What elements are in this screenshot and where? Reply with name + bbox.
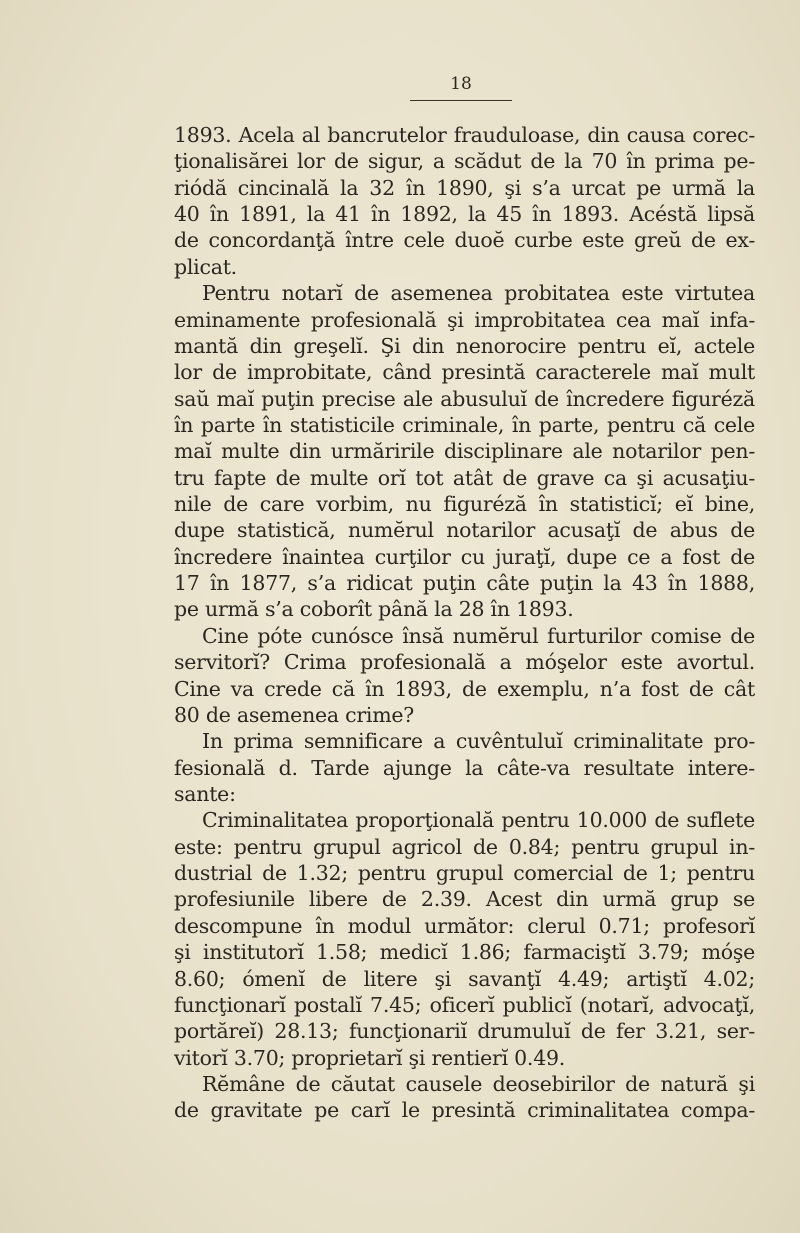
text-line: descompune în modul următor: clerul 0.71; profesorĭ: [174, 913, 755, 938]
body-text: [174, 122, 755, 1124]
text-line: dupe statistică, numĕrul notarilor acusaţĭ de abus de: [174, 518, 755, 543]
text-line: dustrial de 1.32; pentru grupul comercial de 1; pentru: [174, 861, 755, 886]
text-line: mantă din greşelĭ. Şi din nenorocire pentru eĭ, actele: [174, 333, 755, 358]
text-line: 80 de asemenea crime?: [174, 702, 415, 727]
text-line: şi institutorĭ 1.58; medicĭ 1.86; farmaciştĭ 3.79; móşe: [174, 940, 755, 965]
text-line: 8.60; ómenĭ de litere şi savanţĭ 4.49; artiştĭ 4.02;: [174, 966, 755, 991]
text-line: încredere înaintea curţilor cu juraţĭ, dupe ce a fost de: [174, 544, 755, 569]
text-line: Pentru notarĭ de asemenea probitatea este virtutea: [202, 281, 755, 306]
text-line: Rĕmâne de căutat causele deosebirilor de natură şi: [202, 1071, 755, 1096]
text-line: fesională d. Tarde ajunge la câte-va resultate intere-: [174, 755, 755, 780]
text-line: plicat.: [174, 254, 237, 279]
text-line: funcţionarĭ postalĭ 7.45; oficerĭ publicĭ (notarĭ, advocaţĭ,: [174, 992, 755, 1017]
text-line: In prima semnificare a cuvêntuluĭ criminalitate pro-: [202, 729, 755, 754]
text-line: este: pentru grupul agricol de 0.84; pentru grupul in-: [174, 834, 755, 859]
text-line: nile de care vorbim, nu figuréză în statisticĭ; eĭ bine,: [174, 492, 755, 517]
text-line: lor de improbitate, când presintă caracterele maĭ mult: [174, 360, 755, 385]
paragraph: [174, 280, 755, 623]
text-line: vitorĭ 3.70; proprietarĭ şi rentierĭ 0.49.: [174, 1045, 566, 1070]
text-line: Cine va crede că în 1893, de exemplu, n’a fost de cât: [174, 676, 755, 701]
text-line: Cine póte cunósce însă numĕrul furturilor comise de: [202, 623, 755, 648]
text-line: profesiunile libere de 2.39. Acest din urmă grup se: [174, 887, 755, 912]
text-line: în parte în statisticile criminale, în parte, pentru că cele: [174, 412, 755, 437]
text-line: maĭ multe din urmăririle disciplinare ale notarilor pen-: [174, 439, 755, 464]
page-number: 18: [450, 74, 472, 94]
paragraph: [174, 807, 755, 1071]
text-line: Criminalitatea proporţională pentru 10.000 de suflete: [202, 808, 755, 833]
text-line: 40 în 1891, la 41 în 1892, la 45 în 1893. Acéstă lipsă: [174, 202, 755, 227]
text-line: de gravitate pe carĭ le presintă criminalitatea compa-: [174, 1098, 755, 1123]
text-line: 17 în 1877, s’a ridicat puţin câte puţin la 43 în 1888,: [174, 571, 755, 596]
text-line: de concordanţă între cele duoĕ curbe este greŭ de ex-: [174, 228, 755, 253]
text-line: 1893. Acela al bancrutelor frauduloase, din causa corec-: [174, 123, 755, 147]
text-line: servitorĭ? Crima profesională a móşelor este avortul.: [174, 650, 755, 675]
paragraph: [174, 122, 755, 280]
text-line: saŭ maĭ puţin precise ale abusuluĭ de încredere figuréză: [174, 386, 755, 411]
paragraph: [174, 623, 755, 728]
text-line: eminamente profesională şi improbitatea cea maĭ infa-: [174, 307, 755, 332]
text-line: sante:: [174, 781, 236, 806]
text-line: tru fapte de multe orĭ tot atât de grave ca şi acusaţiu-: [174, 465, 755, 490]
text-line: ţionalisărei lor de sigur, a scădut de la 70 în prima pe-: [174, 149, 755, 174]
text-line: riódă cincinală la 32 în 1890, şi s’a urcat pe urmă la: [174, 175, 755, 200]
text-line: portăreĭ) 28.13; funcţionariĭ drumuluĭ de fer 3.21, ser-: [174, 1019, 755, 1044]
paragraph: [174, 728, 755, 807]
header-rule: [410, 100, 512, 101]
text-line: pe urmă s’a coborît până la 28 în 1893.: [174, 597, 574, 622]
paragraph: [174, 1071, 755, 1124]
